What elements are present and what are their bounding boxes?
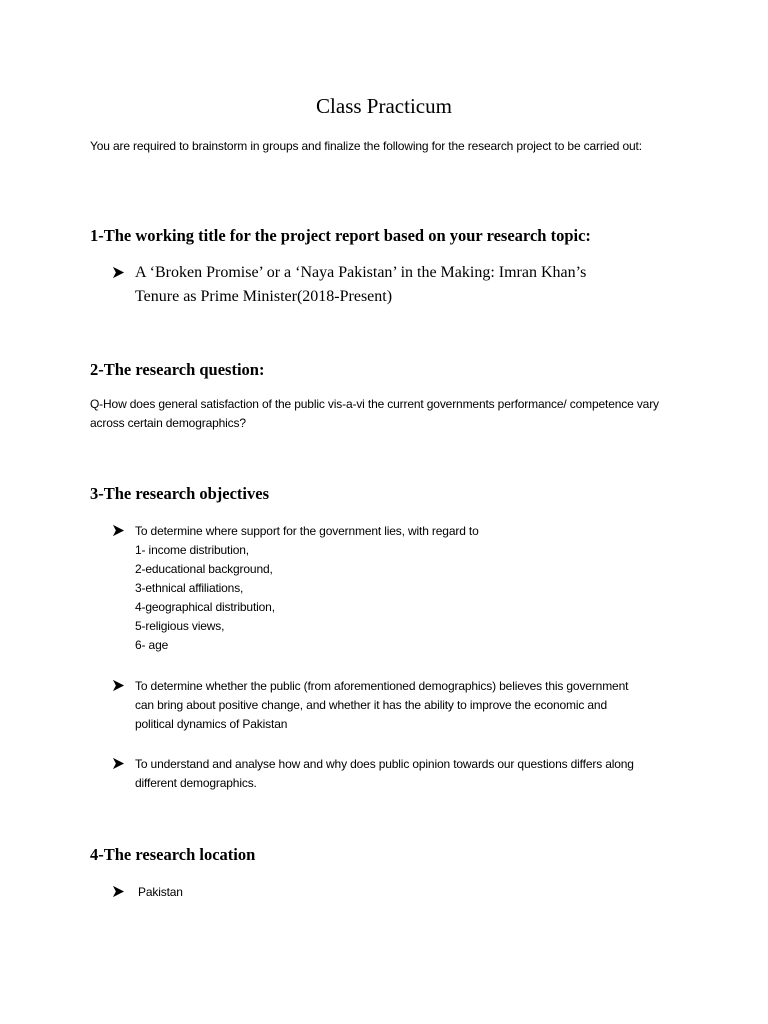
arrowhead-bullet-icon	[112, 679, 125, 692]
location-text: Pakistan	[138, 885, 183, 899]
document-title: Class Practicum	[316, 94, 452, 118]
research-objectives-heading: 3-The research objectives	[90, 484, 270, 503]
arrowhead-bullet-icon	[112, 524, 125, 537]
objective-item	[112, 755, 692, 793]
objective-item	[112, 522, 692, 655]
research-question-text: Q-How does general satisfaction of the public vis-a-vi the current governments performance/ competence vary across certain demographics?	[90, 397, 659, 430]
arrowhead-bullet-icon	[112, 266, 125, 279]
research-question-heading: 2-The research question:	[90, 360, 265, 379]
objective-line: different demographics.	[135, 776, 257, 790]
arrowhead-bullet-icon	[112, 757, 125, 770]
working-title-text	[135, 261, 692, 309]
objective-line: can bring about positive change, and whether it has the ability to improve the economic and	[135, 698, 607, 712]
objective-item	[112, 677, 692, 734]
objective-line: 4-geographical distribution,	[135, 600, 275, 614]
objective-line: To determine whether the public (from aforementioned demographics) believes this government	[135, 679, 629, 693]
working-title-line: A ‘Broken Promise’ or a ‘Naya Pakistan’ in the Making: Imran Khan’s	[135, 264, 587, 281]
objective-text	[135, 677, 692, 734]
location-bullet	[112, 883, 692, 902]
working-title-heading: 1-The working title for the project report based on your research topic:	[90, 226, 591, 245]
research-location-heading: 4-The research location	[90, 845, 256, 864]
objective-text	[135, 755, 692, 793]
objective-line: To understand and analyse how and why does public opinion towards our questions differs along	[135, 757, 634, 771]
objective-line: 5-religious views,	[135, 619, 225, 633]
objective-line: 2-educational background,	[135, 562, 273, 576]
objective-line: 6- age	[135, 638, 169, 652]
working-title-bullet	[112, 261, 692, 309]
objective-text	[135, 522, 692, 655]
arrowhead-bullet-icon	[112, 885, 125, 898]
objective-line: 3-ethnical affiliations,	[135, 581, 244, 595]
objective-line: To determine where support for the government lies, with regard to	[135, 524, 479, 538]
intro-paragraph: You are required to brainstorm in groups and finalize the following for the research project to be carried out:	[90, 139, 642, 153]
working-title-line: Tenure as Prime Minister(2018-Present)	[135, 288, 393, 305]
objective-line: political dynamics of Pakistan	[135, 717, 288, 731]
objective-line: 1- income distribution,	[135, 543, 249, 557]
